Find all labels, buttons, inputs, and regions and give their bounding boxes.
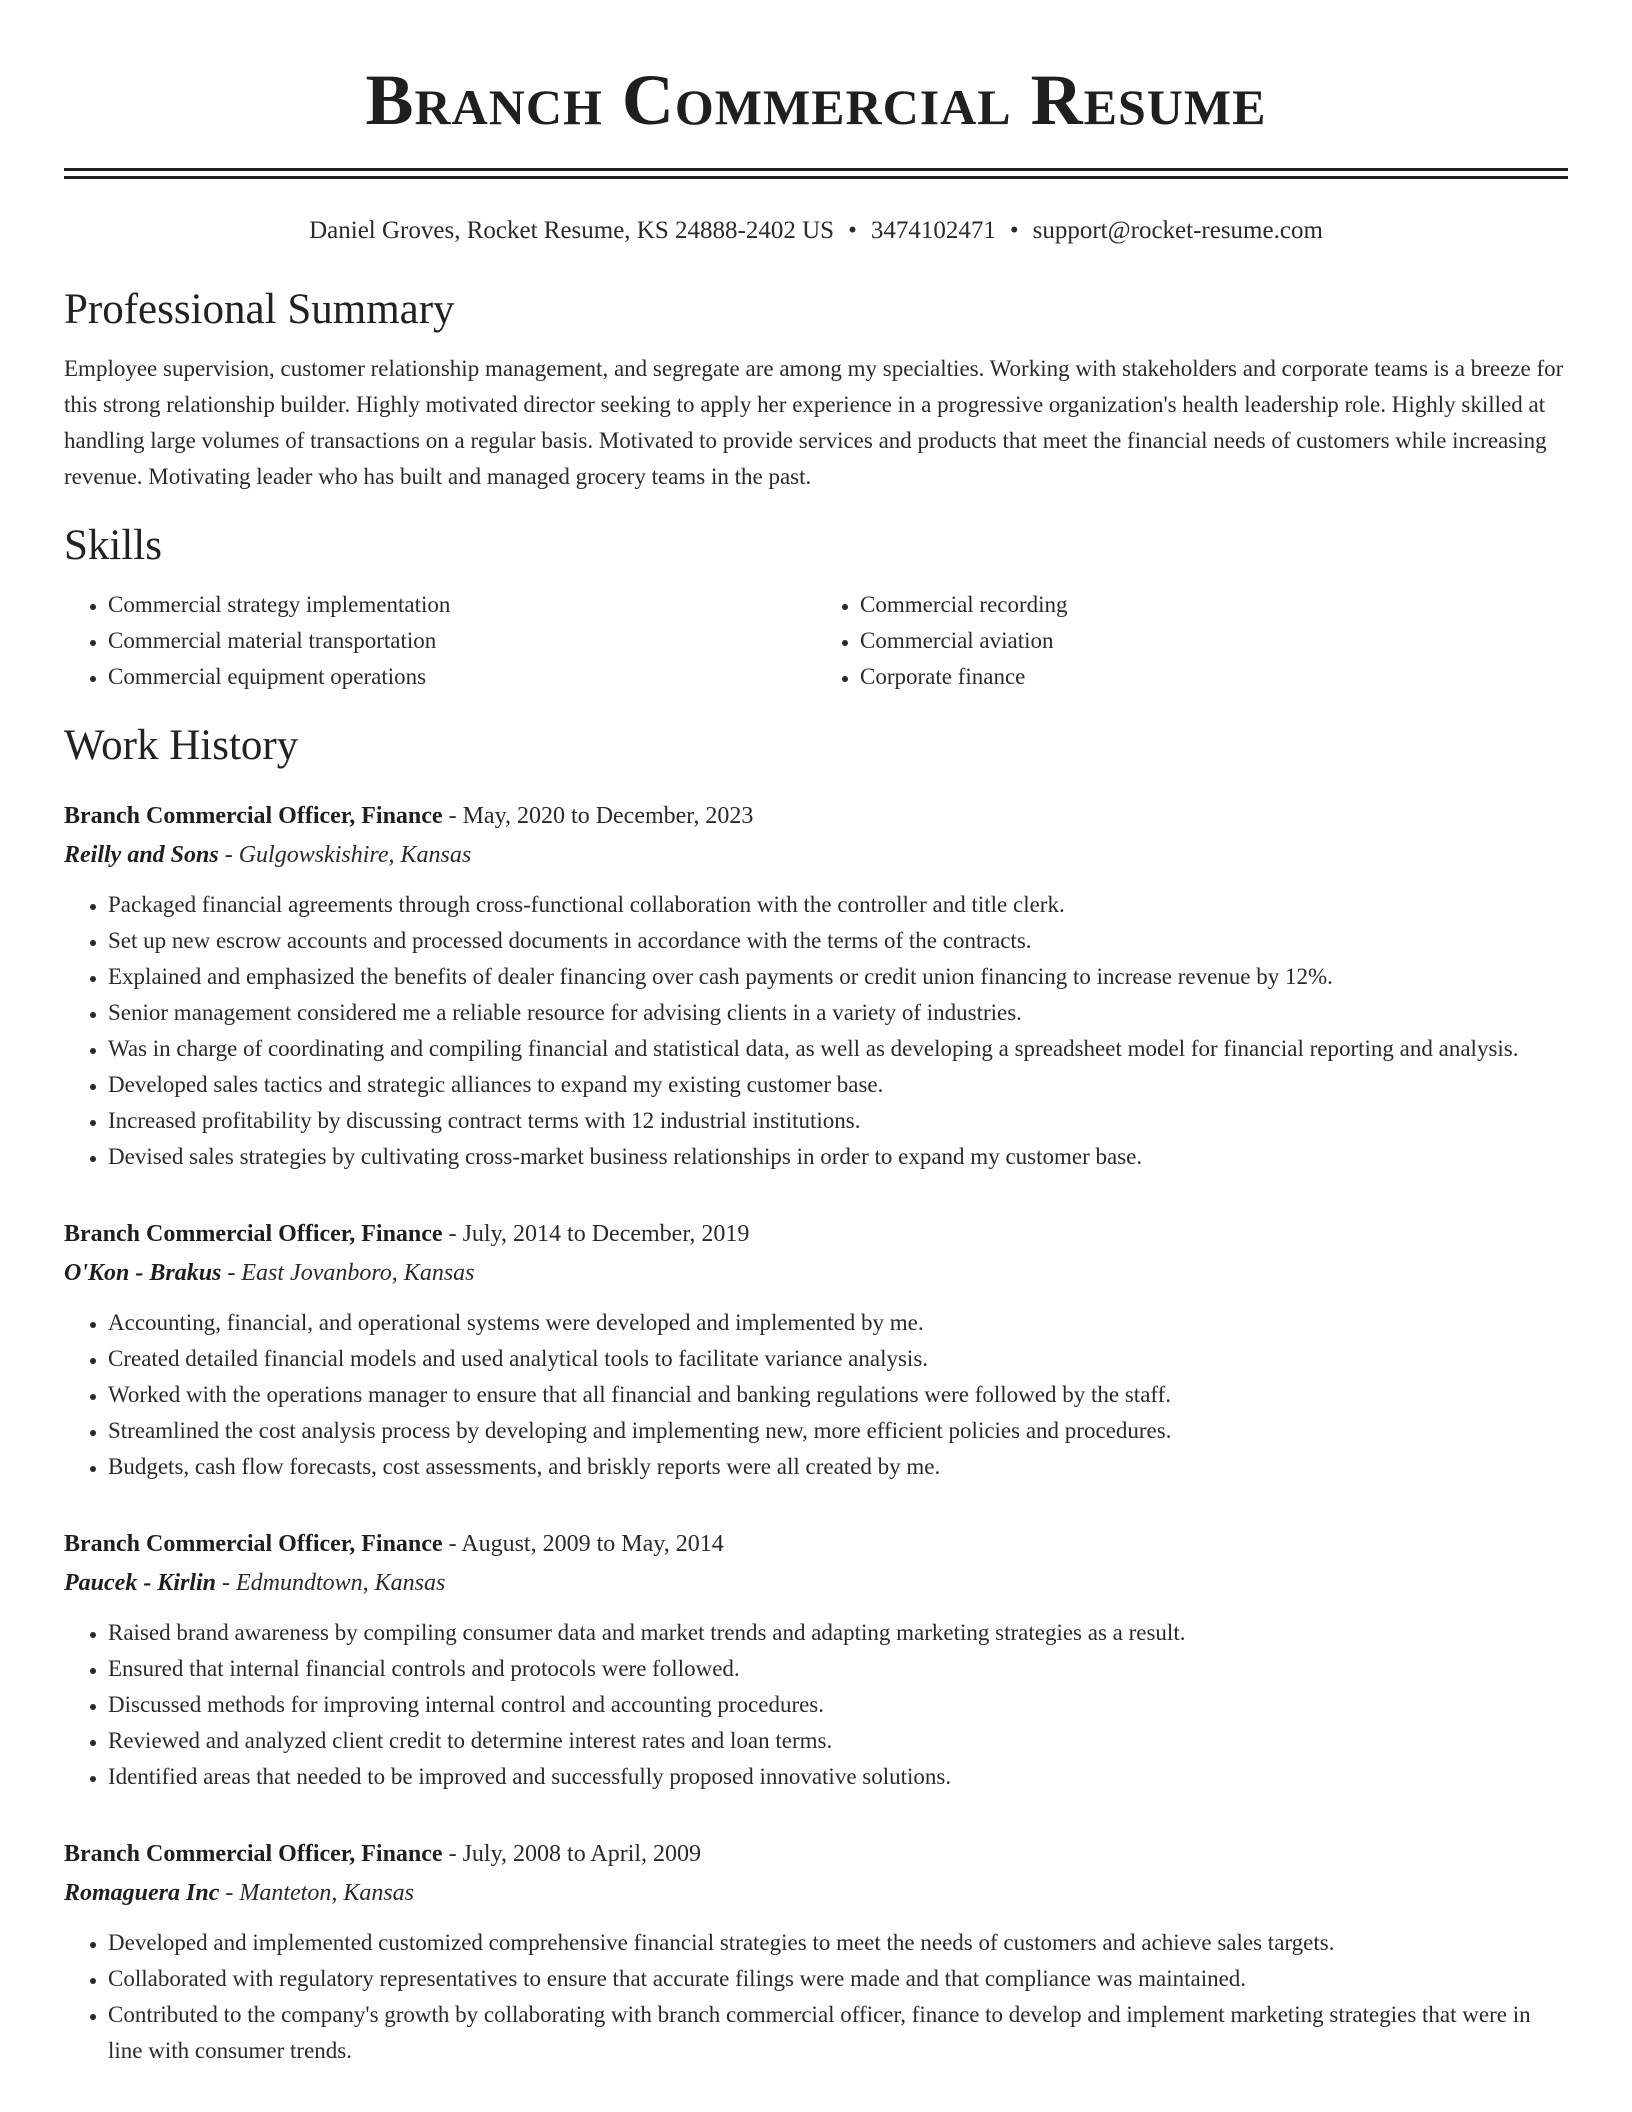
job-bullets — [64, 1925, 1568, 2069]
job-title: Branch Commercial Officer, Finance — [64, 1841, 443, 1867]
job-bullet: • Created detailed financial models and used analytical tools to facilitate variance analysis. — [108, 1341, 1568, 1377]
job-title-line — [64, 1215, 1568, 1253]
skill-item: • Commercial aviation — [860, 623, 1568, 659]
company-name: Paucek - Kirlin — [64, 1570, 217, 1596]
job-dates: - July, 2014 to December, 2019 — [442, 1221, 750, 1247]
job-bullet: • Accounting, financial, and operational systems were developed and implemented by me. — [108, 1305, 1568, 1341]
contact-line — [64, 215, 1568, 247]
job-dates: - May, 2020 to December, 2023 — [442, 803, 754, 829]
job-bullet: • Discussed methods for improving internal control and accounting procedures. — [108, 1687, 1568, 1723]
resume-title: Branch Commercial Resume — [365, 60, 1267, 140]
job-entry — [64, 1835, 1568, 2069]
job-bullet: • Streamlined the cost analysis process by developing and implementing new, more efficient policies and procedures. — [108, 1413, 1568, 1449]
job-bullet: • Developed sales tactics and strategic alliances to expand my existing customer base. — [108, 1067, 1568, 1103]
job-title-line — [64, 797, 1568, 835]
job-title: Branch Commercial Officer, Finance — [64, 1531, 443, 1557]
skills-section — [64, 521, 1568, 695]
job-title-line — [64, 1525, 1568, 1563]
job-entry — [64, 797, 1568, 1175]
skill-item: • Commercial strategy implementation — [108, 587, 816, 623]
work-history-section — [64, 721, 1568, 2069]
company-location: - Manteton, Kansas — [219, 1880, 415, 1906]
company-line — [64, 835, 1568, 875]
job-bullets — [64, 1305, 1568, 1485]
skills-list-right — [816, 587, 1568, 695]
job-bullet: • Budgets, cash flow forecasts, cost assessments, and briskly reports were all created by me. — [108, 1449, 1568, 1485]
company-name: Romaguera Inc — [64, 1880, 220, 1906]
job-entry — [64, 1525, 1568, 1795]
contact-email: support@rocket-resume.com — [1032, 217, 1323, 244]
company-location: - Edmundtown, Kansas — [216, 1570, 446, 1596]
job-entry — [64, 1215, 1568, 1485]
summary-text: Employee supervision, customer relationship management, and segregate are among my specialties. Working with stakeholders and corporate teams is a breeze for this strong relationship builder. Highly motivated director seeking to apply her experience in a progressive organization's health leadership role. Highly skilled at handling large volumes of transactions on a regular basis. Motivated to provide services and products that meet the financial needs of customers while increasing revenue. Motivating leader who has built and managed grocery teams in the past. — [64, 356, 1564, 489]
job-bullet: • Was in charge of coordinating and compiling financial and statistical data, as well as developing a spreadsheet model for financial reporting and analysis. — [108, 1031, 1568, 1067]
skill-item: • Commercial recording — [860, 587, 1568, 623]
company-location: - Gulgowskishire, Kansas — [218, 842, 472, 868]
skills-heading: Skills — [64, 522, 162, 569]
summary-section — [64, 285, 1568, 495]
job-bullet: • Collaborated with regulatory representatives to ensure that accurate filings were made and that compliance was maintained. — [108, 1961, 1568, 1997]
company-line — [64, 1873, 1568, 1913]
resume-page — [64, 0, 1568, 2069]
contact-separator: • — [848, 217, 857, 244]
company-line — [64, 1563, 1568, 1603]
skills-list-left — [64, 587, 816, 695]
job-dates: - August, 2009 to May, 2014 — [442, 1531, 724, 1557]
job-bullet: • Raised brand awareness by compiling consumer data and market trends and adapting marketing strategies as a result. — [108, 1615, 1568, 1651]
job-bullet: • Explained and emphasized the benefits of dealer financing over cash payments or credit union financing to increase revenue by 12%. — [108, 959, 1568, 995]
contact-separator: • — [1009, 217, 1019, 244]
job-bullets — [64, 1615, 1568, 1795]
summary-heading: Professional Summary — [64, 286, 455, 333]
job-dates: - July, 2008 to April, 2009 — [442, 1841, 702, 1867]
job-bullet: • Identified areas that needed to be improved and successfully proposed innovative solutions. — [108, 1759, 1568, 1795]
job-bullet: • Contributed to the company's growth by collaborating with branch commercial officer, finance to develop and implement marketing strategies that were in line with consumer trends. — [108, 1997, 1568, 2069]
job-title-line — [64, 1835, 1568, 1873]
job-bullet: • Senior management considered me a reliable resource for advising clients in a variety of industries. — [108, 995, 1568, 1031]
skill-item: • Corporate finance — [860, 659, 1568, 695]
contact-address: Daniel Groves, Rocket Resume, KS 24888-2402 US — [309, 217, 835, 244]
job-bullets — [64, 887, 1568, 1175]
work-history-heading: Work History — [64, 722, 299, 769]
contact-phone: 3474102471 — [870, 217, 996, 244]
job-bullet: • Developed and implemented customized comprehensive financial strategies to meet the needs of customers and achieve sales targets. — [108, 1925, 1568, 1961]
company-name: O'Kon - Brakus — [64, 1260, 222, 1286]
company-location: - East Jovanboro, Kansas — [221, 1260, 475, 1286]
company-name: Reilly and Sons — [64, 842, 219, 868]
job-bullet: • Packaged financial agreements through cross-functional collaboration with the controller and title clerk. — [108, 887, 1568, 923]
skills-columns — [64, 587, 1568, 695]
job-bullet: • Ensured that internal financial controls and protocols were followed. — [108, 1651, 1568, 1687]
company-line — [64, 1253, 1568, 1293]
title-divider — [64, 168, 1568, 179]
job-bullet: • Devised sales strategies by cultivating cross-market business relationships in order to expand my customer base. — [108, 1139, 1568, 1175]
job-bullet: • Set up new escrow accounts and processed documents in accordance with the terms of the contracts. — [108, 923, 1568, 959]
job-title: Branch Commercial Officer, Finance — [64, 1221, 443, 1247]
job-bullet: • Reviewed and analyzed client credit to determine interest rates and loan terms. — [108, 1723, 1568, 1759]
job-bullet: • Increased profitability by discussing contract terms with 12 industrial institutions. — [108, 1103, 1568, 1139]
skill-item: • Commercial material transportation — [108, 623, 816, 659]
job-bullet: • Worked with the operations manager to ensure that all financial and banking regulations were followed by the staff. — [108, 1377, 1568, 1413]
job-title: Branch Commercial Officer, Finance — [64, 803, 443, 829]
skill-item: • Commercial equipment operations — [108, 659, 816, 695]
